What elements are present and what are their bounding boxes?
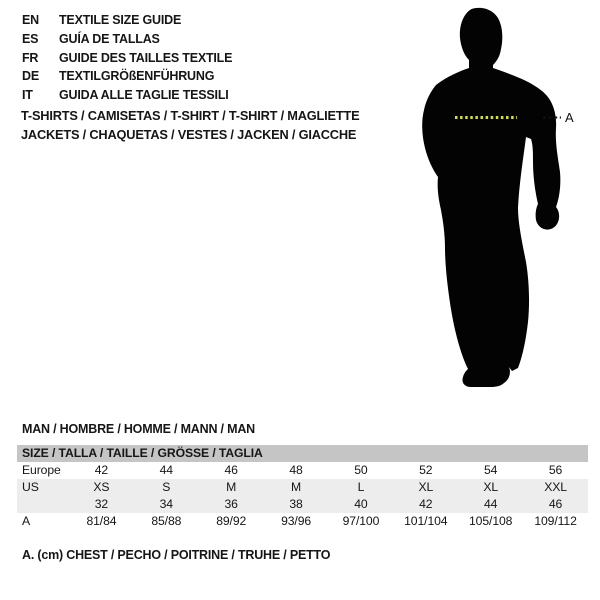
cell: 93/96: [281, 514, 312, 528]
cell: XS: [93, 480, 110, 494]
language-row: [22, 86, 232, 105]
cell: 42: [419, 497, 433, 511]
man-silhouette-figure: [405, 0, 580, 400]
cell: XL: [418, 480, 434, 494]
cell: 97/100: [342, 514, 380, 528]
table-row-us: [17, 479, 588, 496]
language-code: FR: [22, 50, 39, 65]
language-row: [22, 67, 232, 86]
garment-line-jackets: JACKETS / CHAQUETAS / VESTES / JACKEN / GIACCHE: [21, 127, 357, 142]
cell: 52: [419, 463, 433, 477]
cell: 44: [159, 463, 173, 477]
cell: 46: [548, 497, 563, 511]
cell: 56: [548, 463, 563, 477]
cell: XXL: [544, 480, 567, 494]
cell: 38: [289, 497, 303, 511]
size-table-header: SIZE / TALLA / TAILLE / GRÖSSE / TAGLIA: [17, 445, 588, 462]
language-code: IT: [22, 88, 33, 103]
cell: 101/104: [404, 514, 448, 528]
cell: 42: [94, 463, 109, 477]
language-row: [22, 30, 232, 49]
garment-categories: [21, 106, 359, 144]
cell: 109/112: [534, 514, 577, 528]
table-row-chest-a: [17, 513, 588, 530]
cell: 46: [224, 463, 238, 477]
garment-line-tshirts: T-SHIRTS / CAMISETAS / T-SHIRT / T-SHIRT / MAGLIETTE: [21, 108, 360, 123]
language-label: TEXTILGRÖßENFÜHRUNG: [59, 69, 215, 84]
cell: 89/92: [216, 514, 247, 528]
size-table: [17, 445, 588, 530]
cell: L: [357, 480, 365, 494]
cell: 81/84: [86, 514, 117, 528]
cell: 105/108: [469, 514, 513, 528]
man-silhouette: [422, 8, 560, 387]
cell: XL: [483, 480, 499, 494]
cell: 85/88: [151, 514, 182, 528]
language-label: GUIDA ALLE TAGLIE TESSILI: [59, 88, 229, 103]
cell: 54: [484, 463, 498, 477]
cell: 40: [354, 497, 368, 511]
measure-footnote: A. (cm) CHEST / PECHO / POITRINE / TRUHE / PETTO: [22, 548, 331, 562]
language-code: DE: [22, 69, 39, 84]
language-code: ES: [22, 32, 39, 47]
cell: 44: [484, 497, 498, 511]
table-row-us-numeric: [17, 496, 588, 513]
section-title-man: MAN / HOMBRE / HOMME / MANN / MAN: [22, 422, 255, 436]
language-code: EN: [22, 13, 39, 28]
language-label: GUÍA DE TALLAS: [59, 32, 160, 47]
measure-label-a: A: [565, 110, 574, 125]
cell: 48: [289, 463, 303, 477]
row-label: Europe: [22, 463, 61, 477]
row-label: A: [22, 514, 31, 528]
row-label: [17, 496, 69, 513]
cell: 50: [354, 463, 368, 477]
row-label: US: [22, 480, 39, 494]
language-row: [22, 11, 232, 30]
cell: M: [226, 480, 237, 494]
language-label: GUIDE DES TAILLES TEXTILE: [59, 50, 233, 65]
language-row: [22, 48, 232, 67]
cell: 36: [224, 497, 238, 511]
cell: S: [162, 480, 171, 494]
cell: 32: [94, 497, 109, 511]
language-list: [22, 11, 232, 104]
language-label: TEXTILE SIZE GUIDE: [59, 13, 182, 28]
cell: 34: [159, 497, 173, 511]
table-row-europe: [17, 462, 588, 479]
cell: M: [291, 480, 302, 494]
